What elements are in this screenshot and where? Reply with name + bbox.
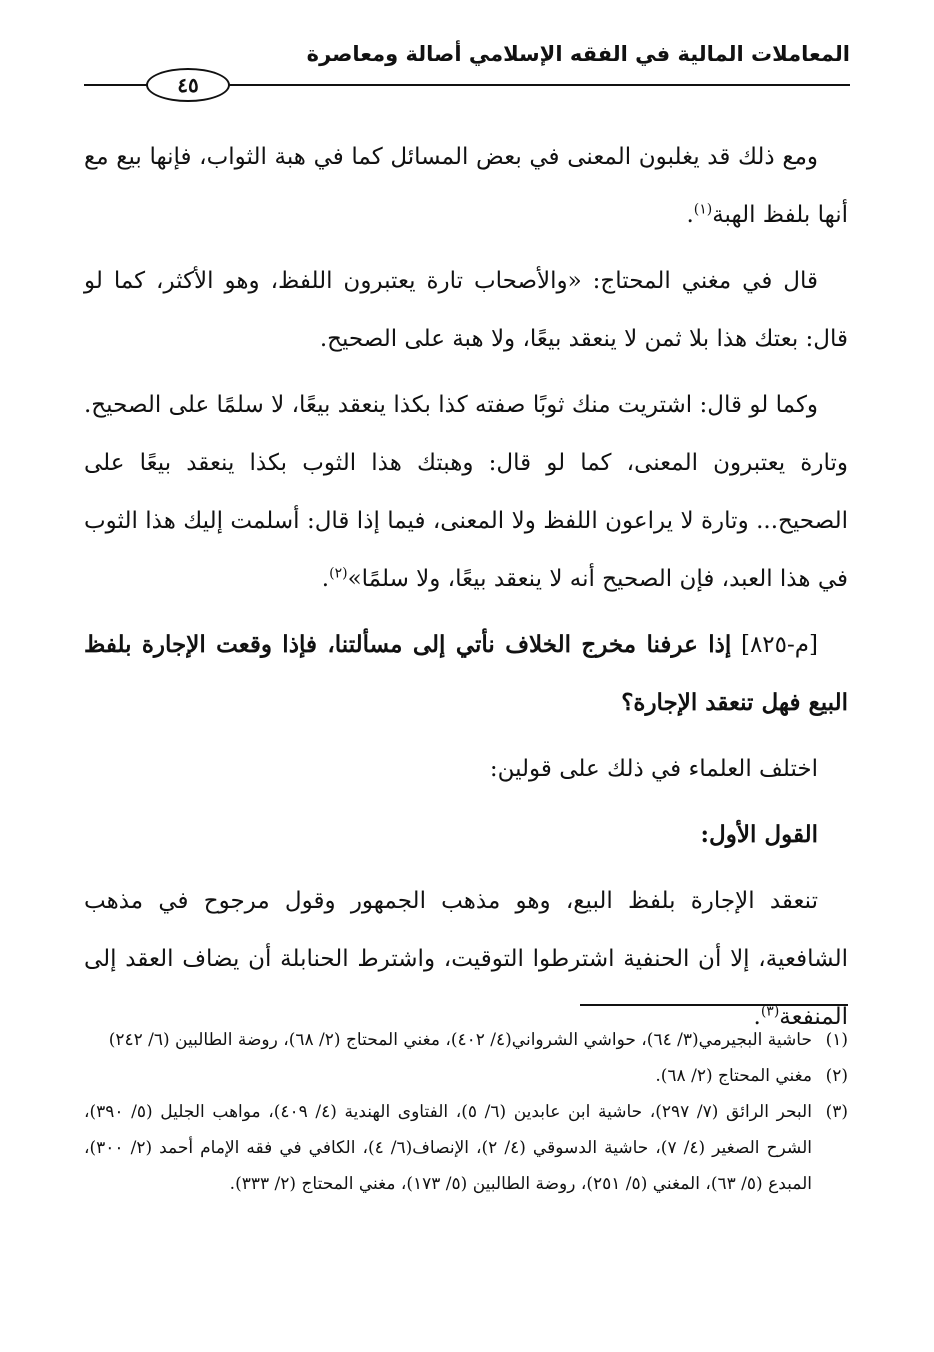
paragraph-text: قال في مغني المحتاج: «والأصحاب تارة يعتبرون اللفظ، وهو الأكثر، كما لو قال: بعتك هذا بلا ثمن لا ينعقد بيعًا، ولا هبة على الصحيح. [84,268,848,352]
footnote-text: مغني المحتاج (٢/ ٦٨). [655,1066,812,1086]
footnote-ref: (٣) [760,1003,780,1020]
paragraph [84,128,848,244]
issue-label: [م-٨٢٥] [740,632,818,658]
footnote-ref: (١) [693,201,713,218]
book-title: المعاملات المالية في الفقه الإسلامي أصالة ومعاصرة [306,42,850,66]
paragraph [84,252,848,368]
page-number: ٤٥ [146,68,230,102]
footnote [84,1022,848,1058]
footnote-number: (٢) [825,1066,848,1086]
body-text [84,128,848,1054]
section-heading [84,806,848,864]
footnote-text: حاشية البجيرمي(٣/ ٦٤)، حواشي الشرواني(٤/ ٤٠٢)، مغني المحتاج (٢/ ٦٨)، روضة الطالبين (٦/ ٢٤٢) [108,1030,812,1050]
paragraph-text: اختلف العلماء في ذلك على قولين: [489,756,818,782]
paragraph-text: ومع ذلك قد يغلبون المعنى في بعض المسائل كما في هبة الثواب، فإنها بيع مع أنها بلفظ الهبة [84,144,848,228]
paragraph-end: . [753,1004,761,1030]
page-header [84,38,850,98]
paragraph-text: وكما لو قال: اشتريت منك ثوبًا صفته كذا بكذا ينعقد بيعًا، لا سلمًا على الصحيح. وتارة يعتبرون المعنى، كما لو قال: وهبتك هذا الثوب بكذا ينعقد بيعًا على الصحيح... وتارة لا يراعون اللفظ ولا المعنى، فيما إذا قال: أسلمت إليك هذا الثوب في هذا العبد، فإن الصحيح أنه لا ينعقد بيعًا، ولا سلمًا» [84,392,848,592]
footnote-ref: (٢) [329,565,348,582]
footnote-number: (٣) [825,1102,848,1122]
footnote [84,1058,848,1094]
paragraph-end: . [686,202,694,228]
heading-text: القول الأول: [700,821,818,848]
footnote [84,1094,848,1202]
paragraph-text: إذا عرفنا مخرج الخلاف نأتي إلى مسألتنا، فإذا وقعت الإجارة بلفظ البيع فهل تنعقد الإجارة؟ [84,631,848,716]
paragraph [84,740,848,798]
paragraph [84,872,848,1046]
paragraph-text: تنعقد الإجارة بلفظ البيع، وهو مذهب الجمهور وقول مرجوح في مذهب الشافعية، إلا أن الحنفية اشترطوا التوقيت، واشترط الحنابلة أن يضاف العقد إلى المنفعة [84,888,848,1030]
footnote-number: (١) [825,1030,848,1050]
paragraph [84,616,848,732]
footnote-rule [580,1004,848,1006]
paragraph-end: . [321,566,330,592]
paragraph [84,376,848,608]
footnote-text: البحر الرائق (٧/ ٢٩٧)، حاشية ابن عابدين (٦/ ٥)، الفتاوى الهندية (٤/ ٤٠٩)، مواهب الجليل (٥/ ٣٩٠)، الشرح الصغير (٤/ ٧)، حاشية الدسوقي (٤/ ٢)، الإنصاف(٦/ ٤)، الكافي في فقه الإمام أحمد (٢/ ٣٠٠)، المبدع (٥/ ٦٣)، المغني (٥/ ٢٥١)، روضة الطالبين (٥/ ١٧٣)، مغني المحتاج (٢/ ٣٣٣). [84,1102,812,1194]
footnotes [84,1022,848,1202]
